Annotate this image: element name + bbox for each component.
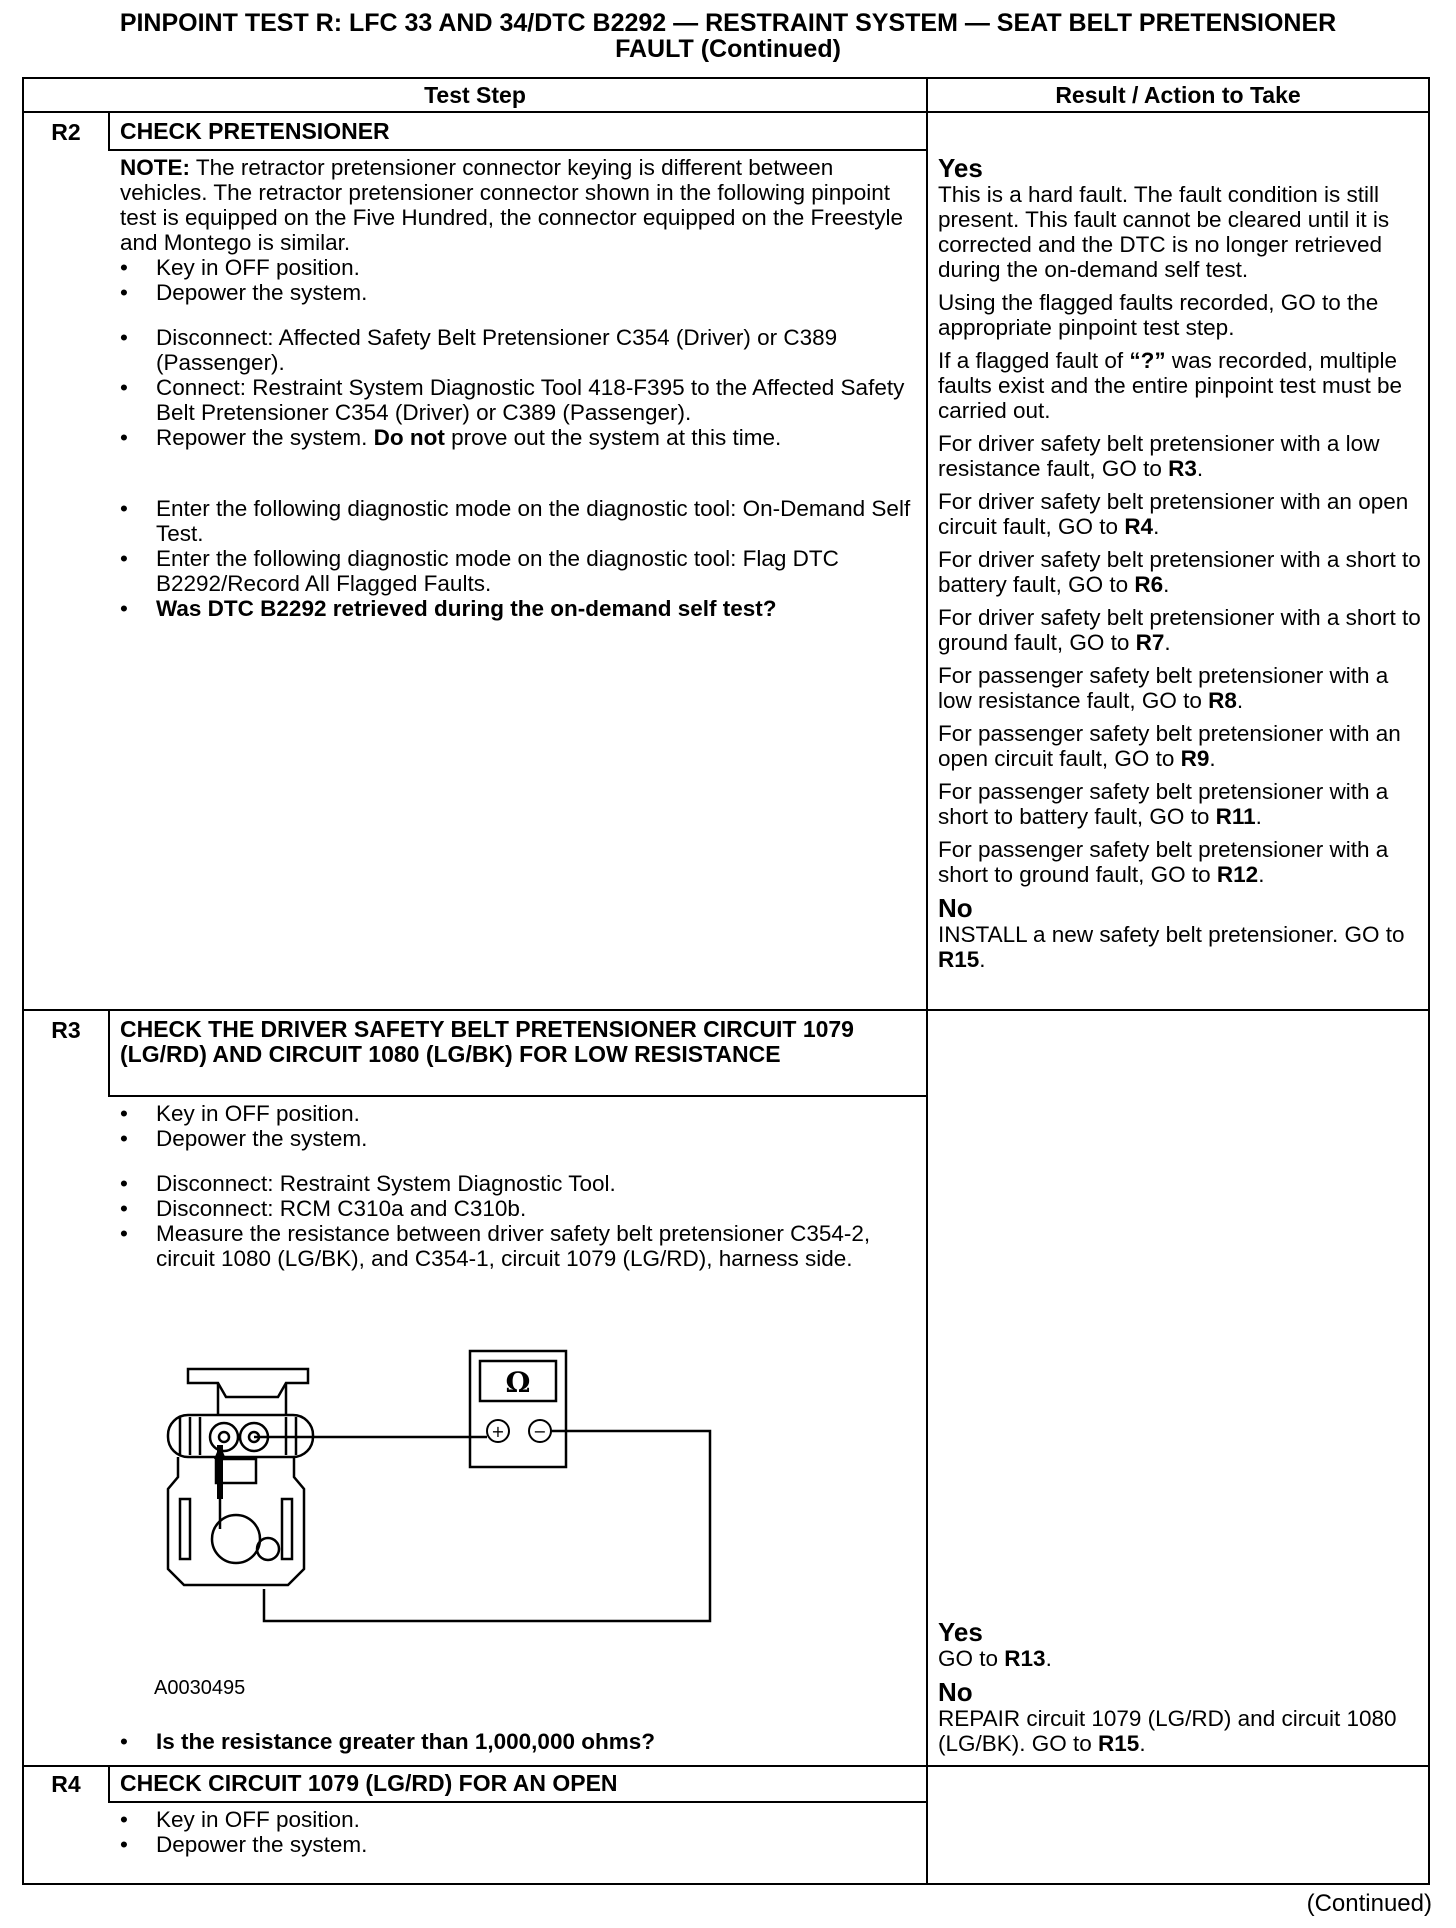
wire-negative — [264, 1431, 710, 1621]
no-text: INSTALL a new safety belt pretensioner. GO to — [938, 922, 1405, 947]
goto-end: . — [1164, 630, 1171, 655]
list-item: • Key in OFF position. — [120, 1101, 916, 1126]
goto-step-link[interactable]: R3 — [1168, 456, 1197, 481]
goto-step-link[interactable]: R6 — [1134, 572, 1164, 597]
r2-multi-text — [938, 348, 1424, 423]
r2-no-label: No — [938, 893, 973, 923]
goto-end: . — [1209, 746, 1216, 771]
goto-item — [938, 721, 1424, 771]
header-result: Result / Action to Take — [1055, 82, 1301, 108]
minus-sign: − — [533, 1422, 547, 1441]
multi-bold: “?” — [1129, 348, 1166, 373]
goto-end: . — [1196, 456, 1204, 481]
goto-item — [938, 779, 1424, 829]
goto-end: . — [1258, 862, 1265, 887]
r4-title-underline — [108, 1801, 926, 1803]
header-underline — [24, 111, 1428, 113]
r3-bottom — [24, 1765, 1428, 1767]
meter-symbol: Ω — [505, 1366, 531, 1399]
r4-steps-a — [120, 1807, 916, 1857]
list-item: • Connect: Restraint System Diagnostic Tool 418-F395 to the Affected Safety Belt Pretensioner C354 (Driver) or C389 (Passenger). — [120, 375, 916, 425]
goto-step-link[interactable]: R8 — [1208, 688, 1237, 713]
no-text: REPAIR circuit 1079 (LG/RD) and circuit 1080 (LG/BK). GO to — [938, 1706, 1397, 1756]
r3-test-content — [120, 1101, 916, 1271]
r3-steps-a — [120, 1101, 916, 1151]
r3-title-underline — [108, 1095, 926, 1097]
r4-test-content — [120, 1807, 916, 1857]
list-item: • Measure the resistance between driver safety belt pretensioner C354-2, circuit 1080 (LG/BK), and C354-1, circuit 1079 (LG/RD), harness side. — [120, 1221, 916, 1271]
goto-text: For passenger safety belt pretensioner with a low resistance fault, GO to — [938, 663, 1389, 713]
r2-title-underline — [108, 149, 926, 151]
goto-item — [938, 605, 1424, 655]
list-item: • Disconnect: Affected Safety Belt Pretensioner C354 (Driver) or C389 (Passenger). — [120, 325, 916, 375]
goto-step-link[interactable]: R9 — [1180, 746, 1210, 771]
note-label: NOTE: — [120, 155, 190, 180]
col-divider-id-r3 — [108, 1011, 110, 1097]
note-text: The retractor pretensioner connector keying is different between vehicles. The retractor pretensioner connector shown in the following pinpoint test is equipped on the Five Hundred, the connector equipped on the Freestyle and Montego is similar. — [120, 155, 904, 255]
list-item: • Disconnect: Restraint System Diagnostic Tool. — [120, 1171, 916, 1196]
goto-step-link[interactable]: R13 — [1004, 1646, 1046, 1671]
step-title-r2: CHECK PRETENSIONER — [120, 118, 390, 144]
repower-text: Repower the system. — [156, 425, 374, 450]
r2-yes-label: Yes — [938, 153, 983, 183]
document-title — [20, 10, 1436, 62]
plus-sign: + — [491, 1422, 505, 1441]
goto-end: . — [1153, 514, 1160, 539]
goto-end: . — [1163, 572, 1170, 597]
r2-note — [120, 155, 916, 255]
goto-step-link[interactable]: R15 — [938, 947, 980, 972]
r3-steps-b — [120, 1171, 916, 1271]
col-divider-id-r4 — [108, 1767, 110, 1803]
continued-label: (Continued) — [1306, 1890, 1432, 1917]
list-item — [120, 425, 916, 450]
r3-no-label: No — [938, 1677, 973, 1707]
goto-text: For driver safety belt pretensioner with a low resistance fault, GO to — [938, 431, 1380, 481]
r3-no-text — [938, 1706, 1424, 1756]
goto-item — [938, 489, 1424, 539]
goto-item — [938, 663, 1424, 713]
goto-text: For driver safety belt pretensioner with a short to ground fault, GO to — [938, 605, 1421, 655]
list-item: • Key in OFF position. — [120, 255, 916, 280]
multi-post: was recorded, multiple faults exist and the entire pinpoint test must be carried out. — [938, 348, 1403, 423]
step-id-r3: R3 — [51, 1017, 81, 1043]
goto-step-link[interactable]: R12 — [1216, 862, 1259, 887]
repower-bold: Do not — [373, 425, 445, 450]
title-line-2: FAULT (Continued) — [615, 35, 841, 63]
r3-yes-text — [938, 1646, 1424, 1671]
r2-steps-c — [120, 496, 916, 621]
list-item: • Enter the following diagnostic mode on the diagnostic tool: On-Demand Self Test. — [120, 496, 916, 546]
title-line-1: PINPOINT TEST R: LFC 33 AND 34/DTC B2292 — RESTRAINT SYSTEM — SEAT BELT PRETENSIONER — [119, 9, 1337, 37]
goto-step-link[interactable]: R11 — [1215, 804, 1256, 829]
header-test-step: Test Step — [424, 82, 526, 108]
goto-text: For driver safety belt pretensioner with an open circuit fault, GO to — [938, 489, 1409, 539]
goto-item — [938, 837, 1424, 887]
connector-ohmmeter-diagram — [158, 1349, 718, 1649]
r2-flagged-text: Using the flagged faults recorded, GO to the appropriate pinpoint test step. — [938, 290, 1379, 340]
figure-id: A0030495 — [154, 1677, 246, 1699]
goto-step-link[interactable]: R15 — [1098, 1731, 1140, 1756]
list-item: • Disconnect: RCM C310a and C310b. — [120, 1196, 916, 1221]
list-item: • Enter the following diagnostic mode on the diagnostic tool: Flag DTC B2292/Record All Flagged Faults. — [120, 546, 916, 596]
r3-yes-label: Yes — [938, 1617, 983, 1647]
terminal-1-icon — [210, 1423, 238, 1451]
goto-item — [938, 547, 1424, 597]
multi-pre: If a flagged fault of — [938, 348, 1130, 373]
r2-question — [120, 596, 916, 621]
r2-steps-b — [120, 325, 916, 450]
goto-text: For passenger safety belt pretensioner with a short to battery fault, GO to — [938, 779, 1389, 829]
list-item: • Key in OFF position. — [120, 1807, 916, 1832]
step-title-r3: CHECK THE DRIVER SAFETY BELT PRETENSIONER CIRCUIT 1079 (LG/RD) AND CIRCUIT 1080 (LG/BK) FOR LOW RESISTANCE — [120, 1016, 854, 1067]
list-item: • Depower the system. — [120, 1832, 916, 1857]
r2-steps-a — [120, 255, 916, 305]
col-divider-id-r2 — [108, 113, 110, 151]
connector-housing-shape — [168, 1457, 304, 1585]
no-end: . — [1139, 1731, 1146, 1756]
list-item: • Depower the system. — [120, 1126, 916, 1151]
goto-item — [938, 431, 1424, 481]
r3-question-list — [120, 1729, 916, 1754]
pinpoint-test-table — [22, 77, 1430, 1885]
question-text: Was DTC B2292 retrieved during the on-demand self test? — [156, 596, 777, 621]
goto-step-link[interactable]: R4 — [1124, 514, 1154, 539]
r2-yes-text: This is a hard fault. The fault condition is still present. This fault cannot be cleared until it is corrected and the DTC is no longer retrieved during the on-demand self test. — [938, 182, 1390, 282]
yes-end: . — [1045, 1646, 1052, 1671]
goto-end: . — [1255, 804, 1262, 829]
goto-text: For driver safety belt pretensioner with a short to battery fault, GO to — [938, 547, 1421, 597]
r2-result-content — [938, 155, 1424, 980]
question-text: Is the resistance greater than 1,000,000 ohms? — [156, 1729, 655, 1754]
goto-step-link[interactable]: R7 — [1135, 630, 1165, 655]
step-id-r2: R2 — [51, 119, 81, 145]
r3-question — [120, 1729, 916, 1754]
no-end: . — [979, 947, 986, 972]
r2-test-content — [120, 155, 916, 621]
repower-text-end: prove out the system at this time. — [444, 425, 782, 450]
goto-text: For passenger safety belt pretensioner with a short to ground fault, GO to — [938, 837, 1389, 887]
yes-text: GO to — [938, 1646, 1005, 1671]
goto-text: For passenger safety belt pretensioner with an open circuit fault, GO to — [938, 721, 1401, 771]
r2-bottom — [24, 1009, 1428, 1011]
r2-no-text — [938, 922, 1424, 972]
col-divider-result — [926, 79, 928, 1883]
r3-result-content — [938, 1619, 1424, 1764]
goto-end: . — [1236, 688, 1244, 713]
list-item: • Depower the system. — [120, 280, 916, 305]
r3-question-cell — [120, 1729, 916, 1754]
step-title-r4: CHECK CIRCUIT 1079 (LG/RD) FOR AN OPEN — [120, 1770, 618, 1796]
connector-cap-shape — [188, 1369, 308, 1397]
step-id-r4: R4 — [51, 1771, 81, 1797]
